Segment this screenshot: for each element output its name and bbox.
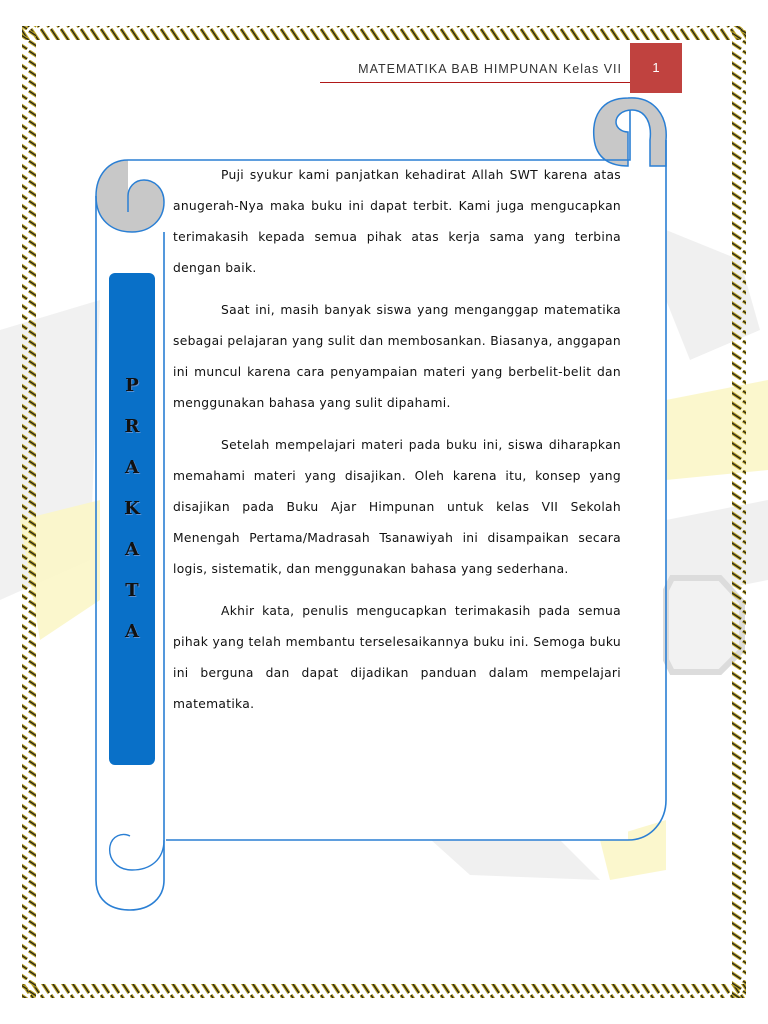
side-title-letter: A — [125, 457, 139, 478]
side-title-letter: T — [125, 580, 139, 601]
paragraph: Akhir kata, penulis mengucapkan terimakasih pada semua pihak yang telah membantu terselesaikannya buku ini. Semoga buku ini berguna dan dapat dijadikan panduan dalam mempelajari matematika. — [173, 604, 621, 711]
side-title-letter: A — [125, 539, 139, 560]
side-title-letter: P — [125, 375, 139, 396]
paragraph: Setelah mempelajari materi pada buku ini, siswa diharapkan memahami materi yang disajikan. Oleh karena itu, konsep yang disajikan pada Buku Ajar Himpunan untuk kelas VII Sekolah Menengah Pertama/Madrasah Tsanawiyah ini disampaikan secara logis, sistematik, dan menggunakan bahasa yang sederhana. — [173, 438, 621, 576]
preface-body — [173, 160, 621, 731]
header-title: MATEMATIKA BAB HIMPUNAN Kelas VII — [358, 62, 622, 76]
side-title-letter: A — [125, 621, 139, 642]
page-number: 1 — [630, 43, 682, 93]
paragraph: Puji syukur kami panjatkan kehadirat Allah SWT karena atas anugerah-Nya maka buku ini dapat terbit. Kami juga mengucapkan terimakasih kepada semua pihak atas kerja sama yang terbina dengan baik. — [173, 168, 621, 275]
side-title-banner — [109, 273, 155, 765]
side-title-letter: R — [124, 416, 140, 437]
paragraph: Saat ini, masih banyak siswa yang menganggap matematika sebagai pelajaran yang sulit dan membosankan. Biasanya, anggapan ini muncul karena cara penyampaian materi yang berbelit-belit dan menggunakan bahasa yang sulit dipahami. — [173, 303, 621, 410]
side-title-letter: K — [124, 498, 140, 519]
